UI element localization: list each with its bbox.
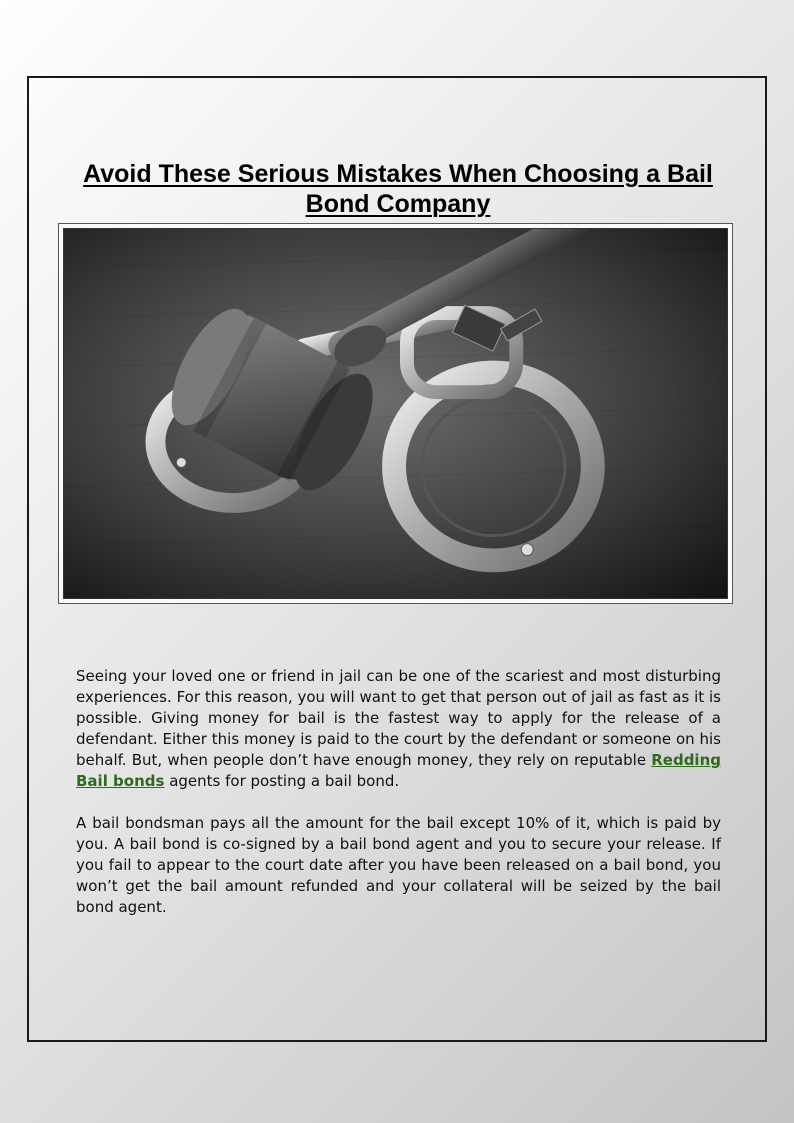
- page-title: Avoid These Serious Mistakes When Choosing a Bail Bond Company: [83, 159, 713, 218]
- paragraph-1: [76, 666, 721, 792]
- paragraph-1-text: Seeing your loved one or friend in jail can be one of the scariest and most disturbing experiences. For this reason, you will want to get that person out of jail as fast as it is possible. Giving money for bail is the fastest way to apply for the release of a defendant. Either this money is paid to the court by the defendant or someone on his behalf. But, when people don’t have enough money, they rely on reputable: [76, 667, 721, 769]
- redding-bail-bonds-link[interactable]: Redding Bail bonds: [76, 751, 721, 790]
- gavel-and-handcuffs-photo: [63, 228, 728, 599]
- paragraph-2: A bail bondsman pays all the amount for the bail except 10% of it, which is paid by you. A bail bond is co-signed by a bail bond agent and you to secure your release. If you fail to appear to the court date after you have been released on a bail bond, you won’t get the bail amount refunded and your collateral will be seized by the bail bond agent.: [76, 814, 721, 916]
- paragraph-1-tail: agents for posting a bail bond.: [164, 772, 400, 790]
- article-body: [76, 666, 721, 939]
- photo-frame: [58, 223, 733, 604]
